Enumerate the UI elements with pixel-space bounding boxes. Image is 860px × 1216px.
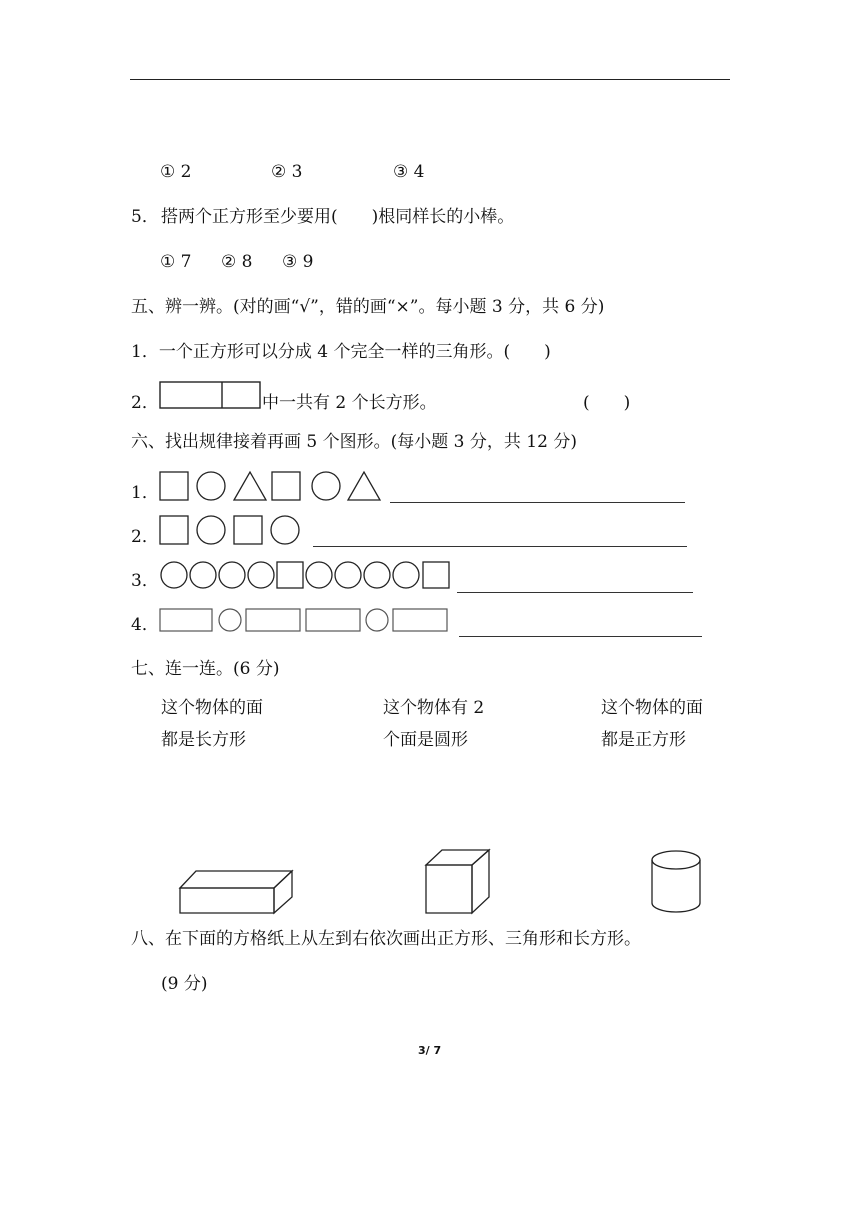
cube-figure — [424, 848, 494, 916]
triangle-shape — [234, 472, 266, 500]
label-2-line2: 个面是圆形 — [383, 730, 468, 750]
triangle-shape — [348, 472, 380, 500]
pattern-3-answer-line[interactable] — [457, 592, 693, 593]
q5-option-3: ③ 9 — [282, 252, 314, 272]
square-shape — [272, 472, 300, 500]
pattern-1-shapes — [158, 470, 384, 502]
pattern-1-answer-line[interactable] — [390, 502, 685, 503]
square-shape — [160, 472, 188, 500]
section5-q2-text: 中一共有 2 个长方形。 — [262, 393, 437, 413]
section8-score: (9 分) — [161, 974, 208, 994]
q5-option-2: ② 8 — [221, 252, 253, 272]
pattern-4-shapes — [158, 606, 450, 634]
circle-shape — [271, 516, 299, 544]
pattern-2-number: 2． — [131, 527, 159, 547]
section6-title: 六、找出规律接着再画 5 个图形。(每小题 3 分，共 12 分) — [131, 432, 577, 452]
square-shape — [234, 516, 262, 544]
label-1-line1: 这个物体的面 — [161, 698, 263, 718]
circle-shape — [197, 472, 225, 500]
cuboid-figure — [178, 868, 296, 916]
q5-text: 搭两个正方形至少要用( )根同样长的小棒。 — [161, 207, 515, 227]
section5-q2-answer-paren: ( ) — [583, 393, 631, 413]
page-number: 3/ 7 — [418, 1044, 442, 1057]
q4-option-2: ② 3 — [271, 162, 303, 182]
pattern-1-number: 1． — [131, 483, 159, 503]
pattern-2-shapes — [158, 514, 304, 546]
header-rule — [130, 79, 730, 80]
q5-number: 5． — [131, 207, 159, 227]
section8-title: 八、在下面的方格纸上从左到右依次画出正方形、三角形和长方形。 — [131, 929, 641, 949]
q5-option-1: ① 7 — [160, 252, 192, 272]
pattern-4-number: 4． — [131, 615, 159, 635]
two-rectangle-figure — [159, 381, 263, 411]
pattern-3-number: 3． — [131, 571, 159, 591]
section5-q2-number: 2． — [131, 393, 159, 413]
q4-option-3: ③ 4 — [393, 162, 425, 182]
section7-title: 七、连一连。(6 分) — [131, 659, 280, 679]
cylinder-figure — [649, 849, 703, 915]
pattern-2-answer-line[interactable] — [313, 546, 687, 547]
label-1-line2: 都是长方形 — [161, 730, 246, 750]
pattern-3-shapes — [158, 560, 452, 590]
circle-shape — [197, 516, 225, 544]
label-2-line1: 这个物体有 2 — [383, 698, 485, 718]
section5-title: 五、辨一辨。(对的画“√”，错的画“×”。每小题 3 分，共 6 分) — [131, 297, 605, 317]
label-3-line2: 都是正方形 — [601, 730, 686, 750]
section5-q1: 1．一个正方形可以分成 4 个完全一样的三角形。( ) — [131, 342, 551, 362]
square-shape — [160, 516, 188, 544]
label-3-line1: 这个物体的面 — [601, 698, 703, 718]
pattern-4-answer-line[interactable] — [459, 636, 702, 637]
circle-shape — [312, 472, 340, 500]
q4-option-1: ① 2 — [160, 162, 192, 182]
